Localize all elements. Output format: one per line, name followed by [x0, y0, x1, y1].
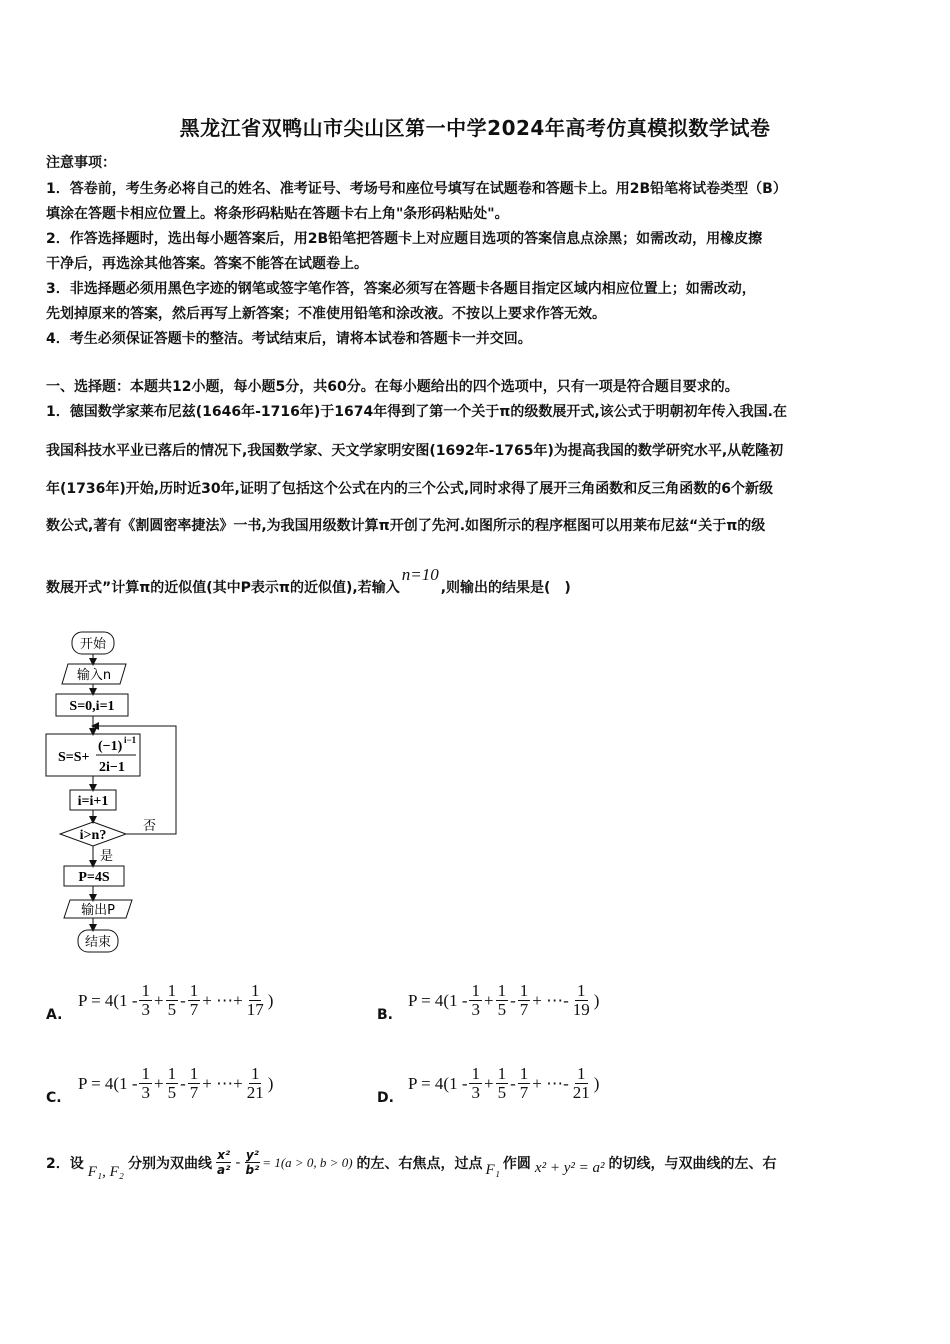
option-d-label: D. [377, 1090, 394, 1106]
formula-sign: + [233, 1073, 243, 1093]
flowchart-start: 开始 [79, 637, 107, 652]
hyperbola-condition: = 1(a > 0, b > 0) [262, 1154, 353, 1170]
option-a-formula: P = 4(1 - $\frac{1}{3}$ + $\frac{1}{5}$ - $\frac{1}{7}$ + ⋯ + $\frac{1}{17}$ ) [78, 981, 274, 1019]
option-b-label: B. [377, 1007, 393, 1023]
option-a-label: A. [46, 1007, 63, 1023]
flowchart-increment: i=i+1 [77, 794, 109, 809]
question-2-text: 的切线，与双曲线的左、右 [608, 1155, 777, 1172]
notice-line: 2．作答选择题时，选出每小题答案后，用2B铅笔把答题卡上对应题目选项的答案信息点涂黑；如需改动，用橡皮擦 [46, 231, 763, 247]
circle-math: x² + y² = a² [534, 1160, 605, 1176]
question-2-text: 作圆 [502, 1155, 531, 1172]
flowchart-condition: i>n? [79, 828, 107, 843]
notice-line: 3．非选择题必须用黑色字迹的钢笔或签字笔作答，答案必须写在答题卡各题目指定区域内相应位置上；如需改动， [46, 281, 756, 297]
question-2-line: 2．设 F₁, F₂ 分别为双曲线 $\frac{\text{x²}}{\text{a²}}$ - $\frac{\text{y²}}{\text{b²}}$ = 1(a > 0, b > 0) 的左、右焦点，过点 F₁ 作圆 x² + y² = a² 的切线，与双曲线的左、右 [46, 1148, 777, 1180]
notice-line: 先划掉原来的答案，然后再写上新答案；不准使用铅笔和涂改液。不按以上要求作答无效。 [46, 306, 606, 322]
formula-prefix: P = 4(1 - [78, 990, 138, 1010]
notice-heading: 注意事项： [46, 155, 116, 171]
question-1-last-line [46, 565, 571, 597]
formula-last-den: 21 [246, 1083, 264, 1102]
input-value-math: n=10 [401, 565, 439, 584]
notice-line: 干净后，再选涂其他答案。答案不能答在试题卷上。 [46, 256, 368, 272]
formula-prefix: P = 4(1 - [78, 1073, 138, 1093]
page-title: 黑龙江省双鸭山市尖山区第一中学2024年高考仿真模拟数学试卷 [179, 116, 771, 140]
formula-sign: + [233, 990, 243, 1010]
question-2-number: 2．设 [46, 1155, 84, 1172]
flowchart-update-num: (−1) [98, 739, 123, 754]
option-b-formula: P = 4(1 - $\frac{1}{3}$ + $\frac{1}{5}$ - $\frac{1}{7}$ + ⋯ - $\frac{1}{19}$ ) [408, 981, 600, 1019]
focus-math: F₁ [485, 1162, 500, 1178]
question-1-text-end: ,则输出的结果是( ) [440, 580, 571, 596]
question-2-text: 分别为双曲线 [128, 1155, 213, 1172]
formula-prefix: P = 4(1 - [408, 990, 468, 1010]
formula-prefix: P = 4(1 - [408, 1073, 468, 1093]
formula-last-den: 19 [572, 1000, 590, 1019]
flowchart-input: 输入n [76, 668, 112, 683]
foci-math: F₁, F₂ [87, 1164, 125, 1180]
flowchart-no-label: 否 [143, 819, 157, 834]
flowchart-update-prefix: S=S+ [58, 750, 90, 765]
option-c-formula: P = 4(1 - $\frac{1}{3}$ + $\frac{1}{5}$ - $\frac{1}{7}$ + ⋯ + $\frac{1}{21}$ ) [78, 1064, 274, 1102]
formula-last-den: 21 [572, 1083, 590, 1102]
question-2-text: 的左、右焦点，过点 [356, 1155, 483, 1172]
notice-line: 1．答卷前，考生务必将自己的姓名、准考证号、考场号和座位号填写在试题卷和答题卡上。用2B铅笔将试卷类型（B） [46, 181, 787, 197]
notice-line: 填涂在答题卡相应位置上。将条形码粘贴在答题卡右上角"条形码粘贴处"。 [46, 206, 509, 222]
flowchart-end: 结束 [84, 935, 112, 950]
formula-last-den: 17 [246, 1000, 264, 1019]
option-c-label: C. [46, 1090, 62, 1106]
section-heading: 一、选择题：本题共12小题，每小题5分，共60分。在每小题给出的四个选项中，只有一项是符合题目要求的。 [46, 379, 739, 395]
flowchart-assign: P=4S [78, 870, 110, 885]
formula-sign: - [563, 990, 569, 1010]
flowchart-yes-label: 是 [100, 849, 114, 864]
option-d-formula: P = 4(1 - $\frac{1}{3}$ + $\frac{1}{5}$ - $\frac{1}{7}$ + ⋯ - $\frac{1}{21}$ ) [408, 1064, 600, 1102]
flowchart-update-exp: i−1 [124, 735, 137, 745]
flowchart-update-den: 2i−1 [99, 760, 125, 775]
formula-sign: - [563, 1073, 569, 1093]
notice-line: 4．考生必须保证答题卡的整洁。考试结束后，请将本试卷和答题卡一并交回。 [46, 331, 532, 347]
flowchart-init: S=0,i=1 [69, 699, 115, 714]
question-1-line: 1．德国数学家莱布尼兹(1646年-1716年)于1674年得到了第一个关于π的级数展开式,该公式于明朝初年传入我国.在 [46, 404, 787, 420]
flowchart [40, 622, 200, 956]
question-1-line: 数公式,著有《割圆密率捷法》一书,为我国用级数计算π开创了先河.如图所示的程序框图可以用莱布尼兹“关于π的级 [46, 518, 766, 534]
question-1-line: 我国科技水平业已落后的情况下,我国数学家、天文学家明安图(1692年-1765年)为提高我国的数学研究水平,从乾隆初 [46, 443, 784, 459]
question-1-text: 数展开式”计算π的近似值(其中P表示π的近似值),若输入 [46, 580, 400, 596]
flowchart-output: 输出P [81, 903, 115, 918]
question-1-line: 年(1736年)开始,历时近30年,证明了包括这个公式在内的三个公式,同时求得了展开三角函数和反三角函数的6个新级 [46, 481, 773, 497]
